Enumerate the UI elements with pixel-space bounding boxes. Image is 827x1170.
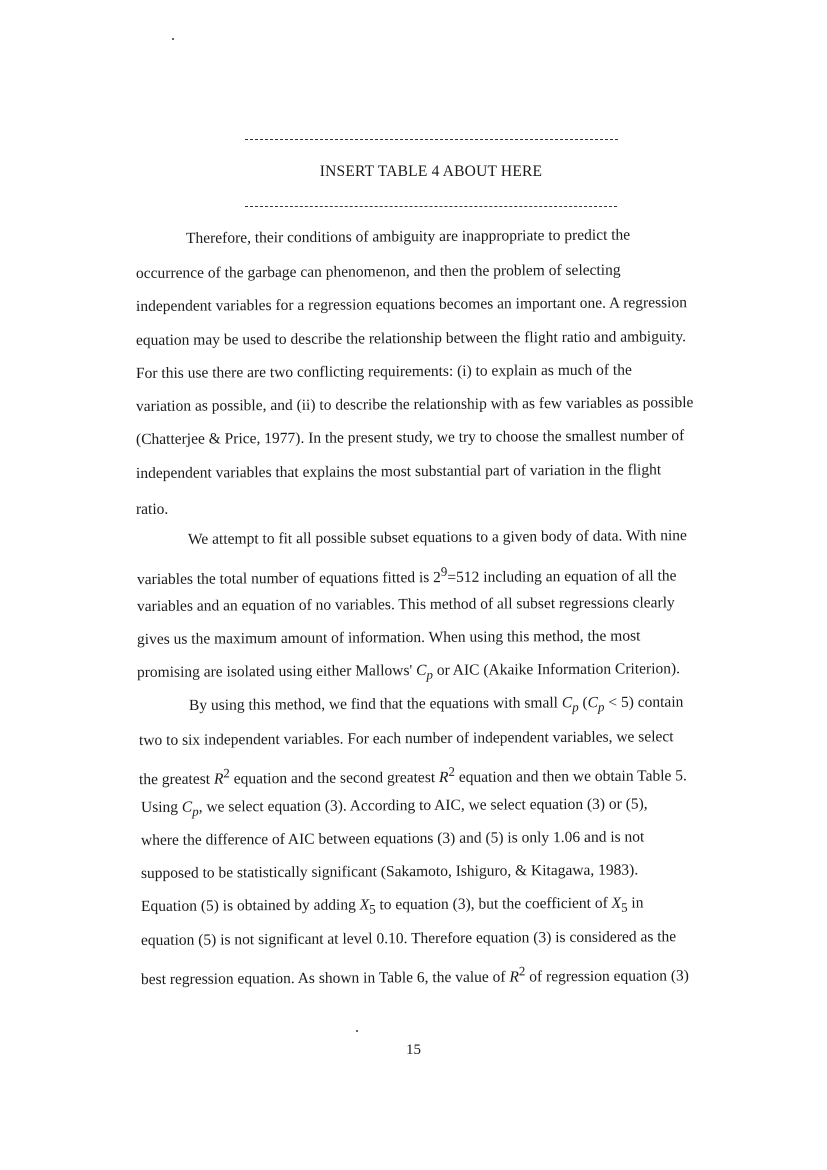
text-line: equation may be used to describe the relationship between the flight ratio and ambiguity.	[135, 328, 686, 349]
page-number: 15	[406, 1042, 421, 1058]
text-line: Equation (5) is obtained by adding $X_5$ to equation (3), but the coefficient of $X_5$ in	[140, 894, 644, 917]
text-line: variables and an equation of no variables. This method of all subset regressions clearly	[136, 594, 675, 615]
text-line: equation (5) is not significant at level 0.10. Therefore equation (3) is considered as the	[140, 928, 677, 949]
text-line: gives us the maximum amount of information. When using this method, the most	[136, 627, 641, 648]
text-line: where the difference of AIC between equations (3) and (5) is only 1.06 and is not	[140, 828, 645, 849]
text-line: independent variables for a regression equations becomes an important one. A regression	[135, 294, 687, 315]
text-line: independent variables that explains the most substantial part of variation in the flight	[135, 461, 662, 482]
text-line: For this use there are two conflicting requirements: (i) to explain as much of the	[135, 361, 632, 382]
text-line: two to six independent variables. For each number of independent variables, we select	[138, 728, 674, 749]
insert-table-note: INSERT TABLE 4 ABOUT HERE	[319, 163, 543, 180]
text-line: the greatest $R^2$ equation and the second greatest $R^2$ equation and then we obtain Table 5.	[138, 763, 687, 789]
scan-speck	[356, 1030, 358, 1032]
text-line: (Chatterjee & Price, 1977). In the present study, we try to choose the smallest number of	[135, 427, 685, 448]
text-line: variation as possible, and (ii) to describe the relationship with as few variables as possible	[135, 394, 694, 415]
top-dashed-rule	[245, 139, 618, 140]
text-line: promising are isolated using either Mallows' $C_p$ or AIC (Akaike Information Criterion).	[136, 660, 681, 683]
text-line: occurrence of the garbage can phenomenon, and then the problem of selecting	[135, 261, 621, 282]
text-line: By using this method, we find that the equations with small $C_p$ $(C_p < 5)$ contain	[188, 693, 684, 715]
text-line: We attempt to fit all possible subset equations to a given body of data. With nine	[187, 527, 687, 548]
text-line: supposed to be statistically significant (Sakamoto, Ishiguro, & Kitagawa, 1983).	[140, 861, 639, 882]
scan-speck	[172, 38, 174, 40]
text-line: best regression equation. As shown in Table 6, the value of $R^2$ of regression equation (3)	[140, 963, 689, 989]
text-line: Using $C_p$, we select equation (3). According to AIC, we select equation (3) or (5),	[140, 795, 648, 819]
text-line: ratio.	[136, 501, 169, 518]
text-line: Therefore, their conditions of ambiguity are inappropriate to predict the	[185, 226, 631, 247]
bottom-dashed-rule	[245, 206, 617, 207]
text-line: variables the total number of equations fitted is $2^9=512$ including an equation of all the	[136, 563, 677, 589]
